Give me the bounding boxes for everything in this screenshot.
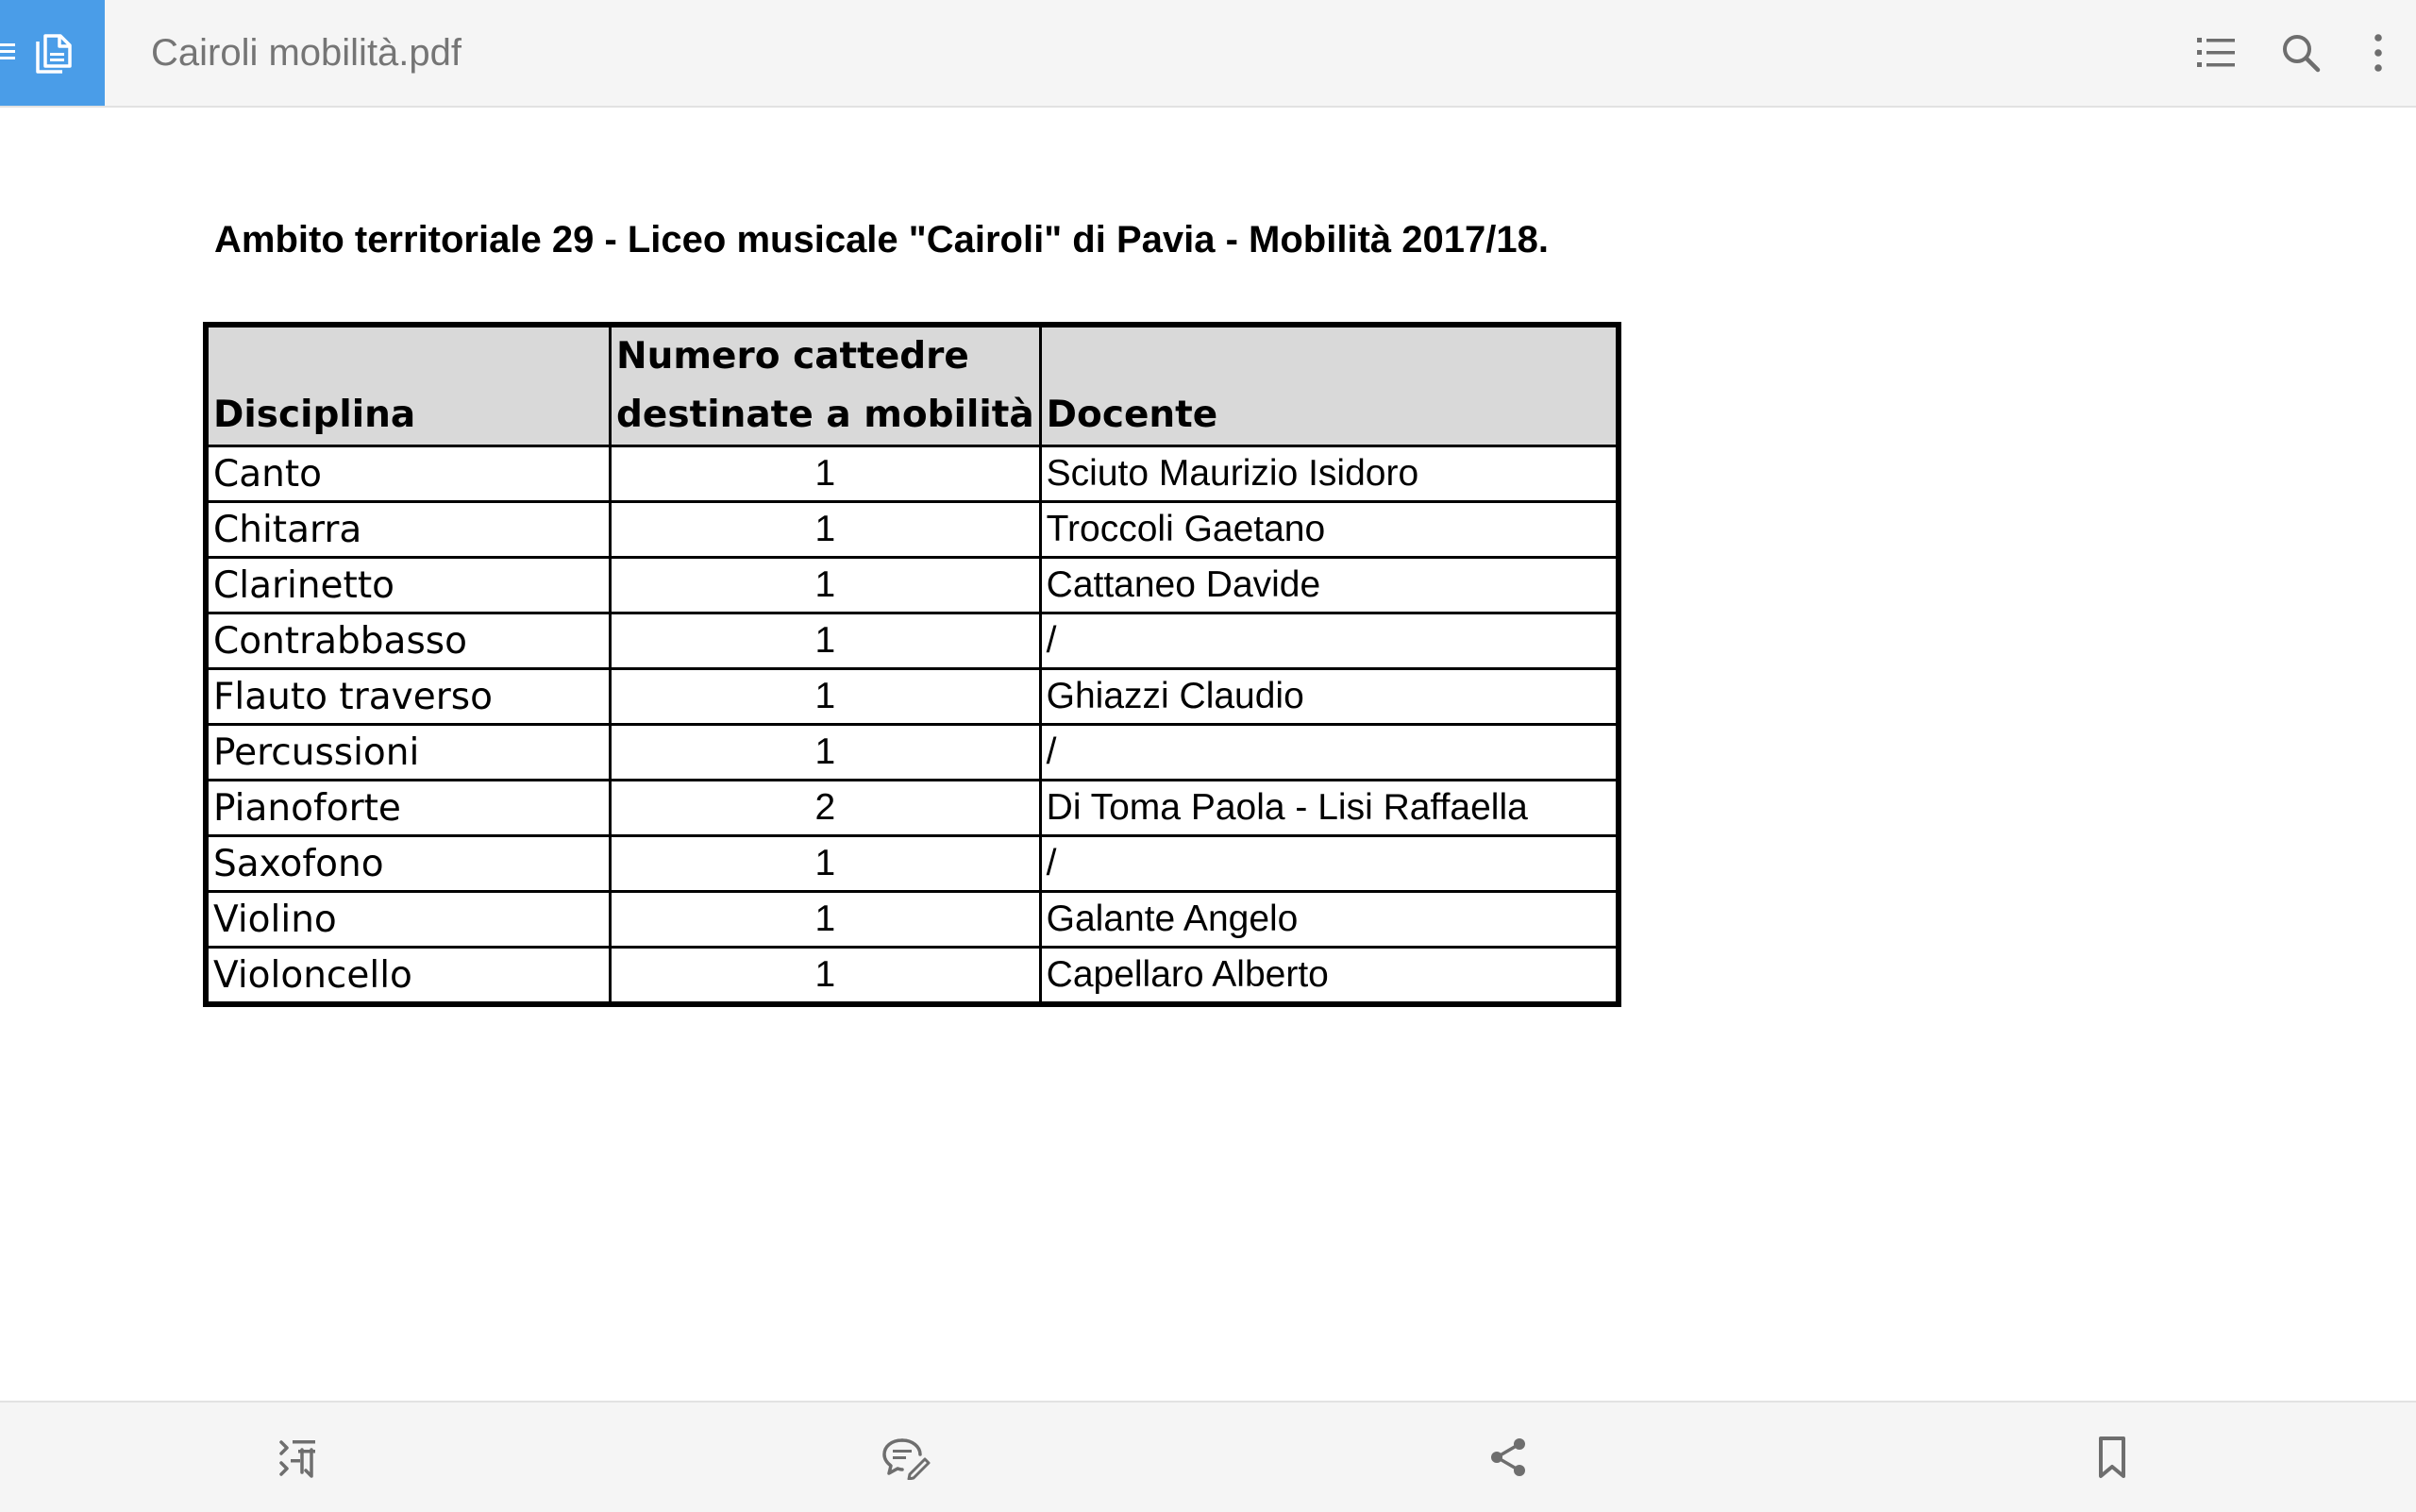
- cell-numero: 1: [611, 446, 1041, 502]
- cell-docente: Capellaro Alberto: [1040, 948, 1619, 1005]
- table-header-row: [206, 325, 1619, 446]
- table-row: [206, 558, 1619, 613]
- cell-numero: 1: [611, 613, 1041, 669]
- bottom-toolbar: [0, 1401, 2416, 1512]
- navigation-drawer-button[interactable]: [0, 0, 105, 106]
- bookmark-button[interactable]: [2086, 1431, 2139, 1484]
- cell-numero: 1: [611, 502, 1041, 558]
- table-row: [206, 446, 1619, 502]
- comment-button[interactable]: [880, 1431, 932, 1484]
- cell-disciplina: Chitarra: [206, 502, 611, 558]
- search-button[interactable]: [2274, 26, 2327, 79]
- table-row: [206, 502, 1619, 558]
- outline-list-button[interactable]: [2190, 26, 2242, 79]
- cell-disciplina: Flauto traverso: [206, 669, 611, 725]
- cell-docente: /: [1040, 725, 1619, 781]
- cell-numero: 1: [611, 558, 1041, 613]
- cell-disciplina: Violoncello: [206, 948, 611, 1005]
- share-button[interactable]: [1482, 1431, 1535, 1484]
- comment-icon: [881, 1435, 931, 1480]
- cell-disciplina: Canto: [206, 446, 611, 502]
- cell-docente: Ghiazzi Claudio: [1040, 669, 1619, 725]
- search-icon: [2280, 32, 2322, 74]
- reflow-icon: [277, 1435, 323, 1480]
- header-numero-line1: Numero cattedre: [616, 335, 969, 378]
- cell-docente: Cattaneo Davide: [1040, 558, 1619, 613]
- cell-docente: Galante Angelo: [1040, 892, 1619, 948]
- document-title: Cairoli mobilità.pdf: [151, 32, 462, 74]
- header-docente: Docente: [1040, 325, 1619, 446]
- bookmark-icon: [2095, 1435, 2129, 1480]
- table-row: [206, 836, 1619, 892]
- table-row: [206, 781, 1619, 836]
- header-numero-line2: destinate a mobilità: [616, 394, 1034, 436]
- reflow-button[interactable]: [274, 1431, 327, 1484]
- document-heading: Ambito territoriale 29 - Liceo musicale "Cairoli" di Pavia - Mobilità 2017/18.: [214, 219, 1549, 260]
- cell-numero: 1: [611, 836, 1041, 892]
- header-disciplina: Disciplina: [206, 325, 611, 446]
- more-options-button[interactable]: [2352, 26, 2405, 79]
- cell-numero: 1: [611, 669, 1041, 725]
- cell-disciplina: Saxofono: [206, 836, 611, 892]
- share-icon: [1487, 1436, 1529, 1478]
- cell-disciplina: Contrabbasso: [206, 613, 611, 669]
- top-toolbar: [0, 0, 2416, 108]
- cell-disciplina: Pianoforte: [206, 781, 611, 836]
- table-row: [206, 948, 1619, 1005]
- document-icon: [32, 32, 74, 74]
- table-row: [206, 892, 1619, 948]
- cell-numero: 1: [611, 892, 1041, 948]
- cell-disciplina: Clarinetto: [206, 558, 611, 613]
- cell-docente: Troccoli Gaetano: [1040, 502, 1619, 558]
- pdf-page[interactable]: [0, 108, 2416, 1401]
- cell-docente: /: [1040, 613, 1619, 669]
- table-row: [206, 669, 1619, 725]
- table-row: [206, 725, 1619, 781]
- cell-docente: Di Toma Paola - Lisi Raffaella: [1040, 781, 1619, 836]
- header-numero-cattedre: [611, 325, 1041, 446]
- cell-numero: 2: [611, 781, 1041, 836]
- cell-numero: 1: [611, 725, 1041, 781]
- cell-disciplina: Percussioni: [206, 725, 611, 781]
- more-vert-icon: [2371, 32, 2386, 74]
- table-row: [206, 613, 1619, 669]
- cell-docente: /: [1040, 836, 1619, 892]
- cell-numero: 1: [611, 948, 1041, 1005]
- mobility-table: [203, 322, 1621, 1007]
- cell-disciplina: Violino: [206, 892, 611, 948]
- menu-icon: [0, 42, 17, 62]
- outline-list-icon: [2195, 34, 2237, 72]
- cell-docente: Sciuto Maurizio Isidoro: [1040, 446, 1619, 502]
